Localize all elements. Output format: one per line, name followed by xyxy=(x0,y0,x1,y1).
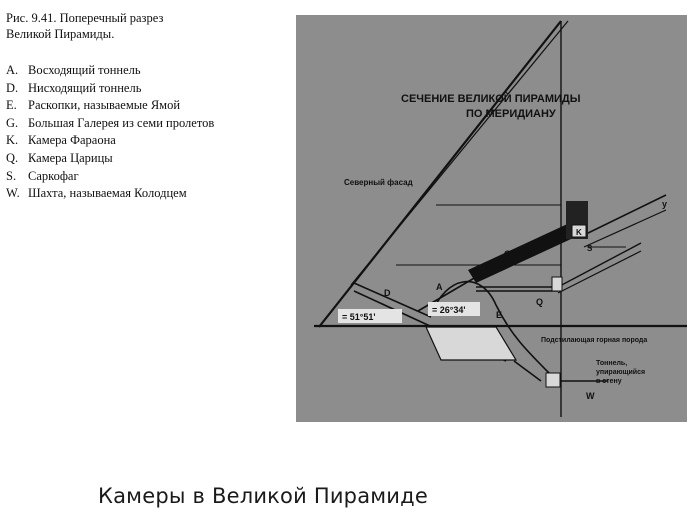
page-bottom-title: Камеры в Великой Пирамиде xyxy=(98,484,428,508)
well-chamber xyxy=(546,373,560,387)
legend-item xyxy=(6,80,296,98)
caption-line-1: Рис. 9.41. Поперечный разрез xyxy=(6,11,164,25)
legend-key: G. xyxy=(6,115,19,130)
legend-text: Шахта, называемая Колодцем xyxy=(28,186,187,201)
figure-caption xyxy=(6,10,286,42)
label-q: Q xyxy=(536,297,544,307)
legend-item xyxy=(6,132,296,150)
legend-item xyxy=(6,150,296,168)
figure-title-line-1: СЕЧЕНИЕ ВЕЛИКОЙ ПИРАМИДЫ xyxy=(401,93,581,105)
angle-inner-label: = 26°34' xyxy=(432,305,466,315)
label-a: A xyxy=(436,282,443,292)
legend-text: Саркофаг xyxy=(28,168,79,183)
figure-title-line-2: ПО МЕРИДИАНУ xyxy=(466,108,556,120)
tunnel-label-line-2: упирающийся xyxy=(596,369,646,376)
legend-item xyxy=(6,185,296,203)
legend-item xyxy=(6,168,296,186)
queens-chamber xyxy=(552,277,562,291)
legend-key: E. xyxy=(6,98,17,113)
legend-text: Камера Фараона xyxy=(28,133,116,148)
lower-tunnel-line xyxy=(514,361,541,381)
legend-key: W. xyxy=(6,186,20,201)
tunnel-label-line-1: Тоннель, xyxy=(596,360,628,367)
legend-list xyxy=(6,62,296,203)
legend-item xyxy=(6,62,296,80)
label-e: E xyxy=(496,310,503,320)
air-shaft-line-4 xyxy=(558,251,641,293)
label-y: y xyxy=(662,199,668,209)
angle-outer-label: = 51°51' xyxy=(342,312,376,322)
legend-text: Большая Галерея из семи пролетов xyxy=(28,115,215,130)
pit-shape xyxy=(426,327,516,360)
label-d: D xyxy=(384,288,391,298)
tunnel-label-line-3: в стену xyxy=(596,378,622,385)
pyramid-cross-section-figure xyxy=(296,15,687,422)
pyramid-diagram xyxy=(296,15,687,422)
caption-line-2: Великой Пирамиды. xyxy=(6,27,115,41)
legend-key: A. xyxy=(6,63,19,77)
legend-text: Раскопки, называемые Ямой xyxy=(28,98,181,113)
label-g: G xyxy=(504,249,512,259)
legend-key: K. xyxy=(6,133,19,148)
legend-key: S. xyxy=(6,168,17,183)
bedrock-label: Подстилающая горная порода xyxy=(541,337,648,344)
legend-text: Камера Царицы xyxy=(28,150,113,165)
legend-item xyxy=(6,97,296,115)
label-w: W xyxy=(586,391,595,401)
legend-text: Нисходящий тоннель xyxy=(28,80,142,95)
label-s: S xyxy=(587,244,593,253)
legend-key: D. xyxy=(6,80,19,95)
legend-key: Q. xyxy=(6,150,19,165)
north-face-label: Северный фасад xyxy=(344,178,413,187)
label-k: K xyxy=(576,228,582,237)
air-shaft-line-3 xyxy=(558,243,641,287)
legend-item xyxy=(6,115,296,133)
legend-text: Восходящий тоннель xyxy=(28,63,141,77)
